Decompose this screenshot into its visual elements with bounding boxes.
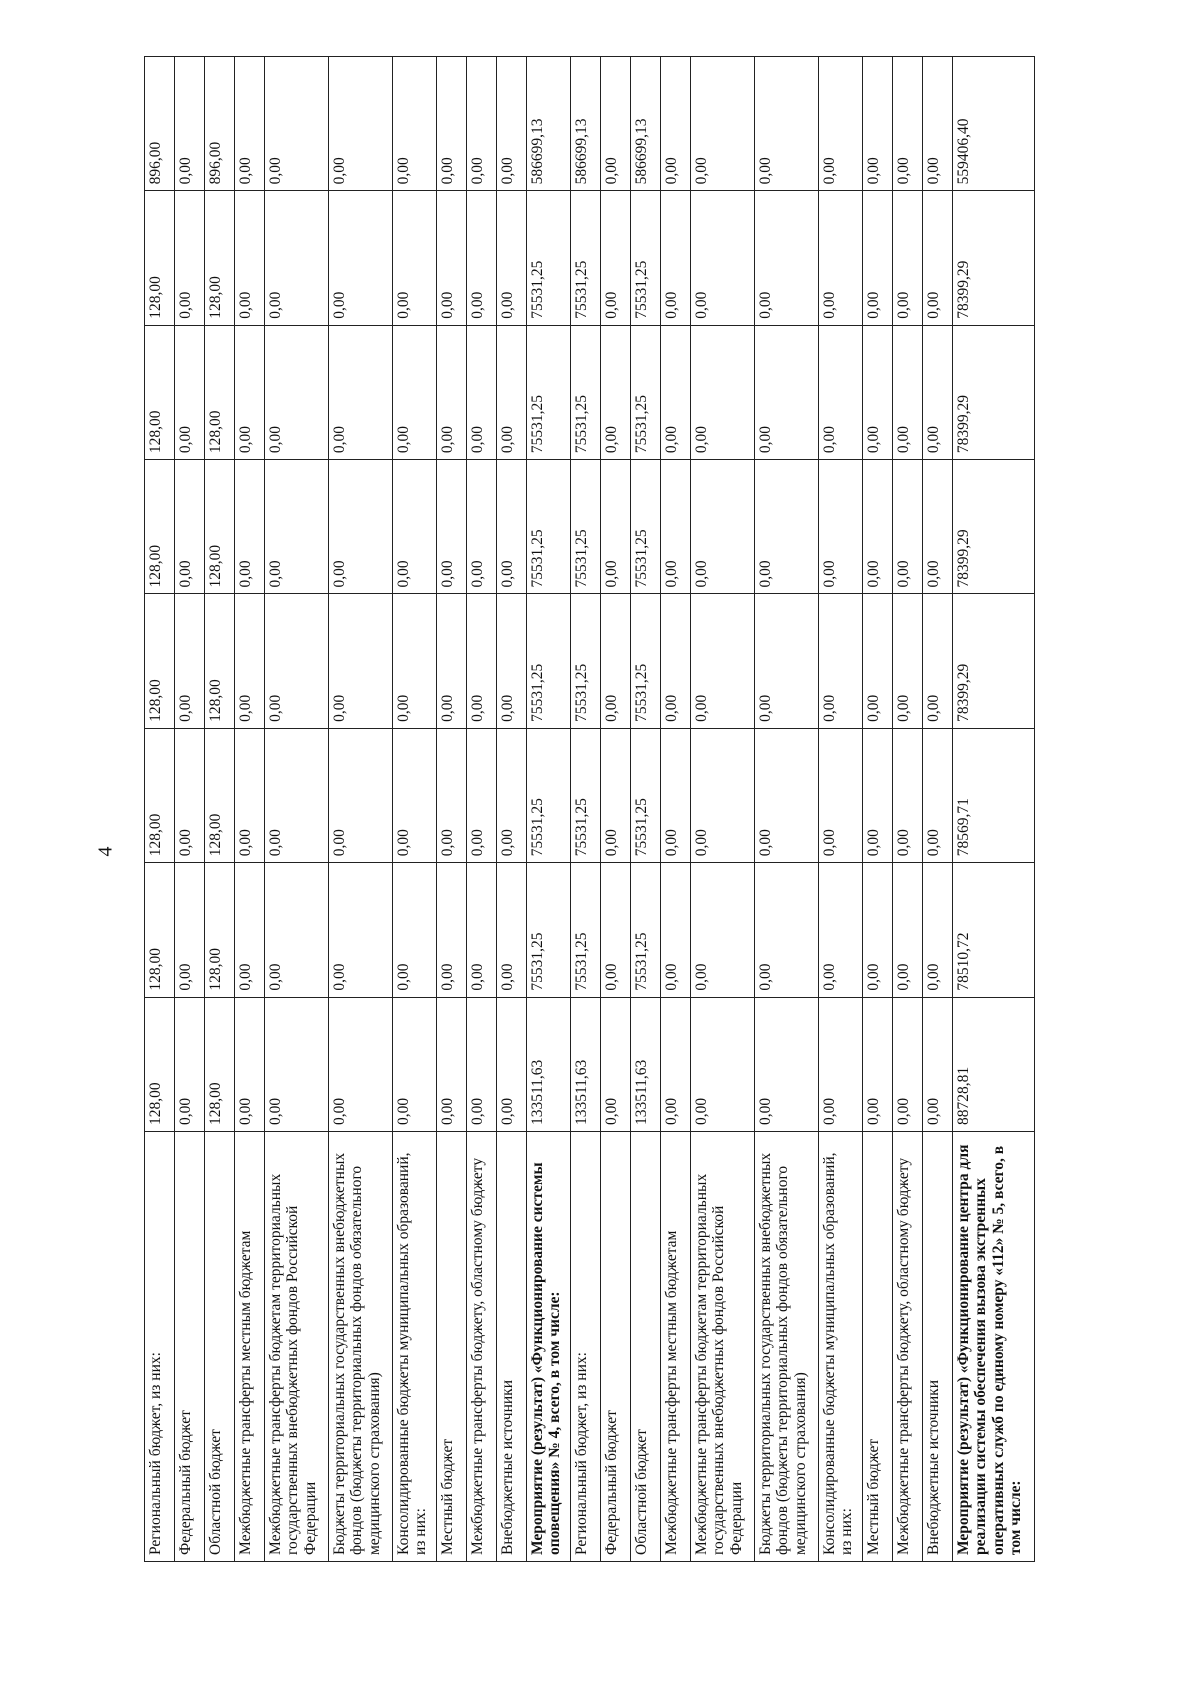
table-row	[863, 57, 893, 1562]
value-cell: 0,00	[601, 325, 631, 459]
value-cell: 0,00	[329, 594, 393, 728]
row-label: Межбюджетные трансферты местным бюджетам	[661, 1132, 691, 1562]
value-cell: 128,00	[205, 325, 235, 459]
value-cell: 0,00	[893, 460, 923, 594]
value-cell: 0,00	[755, 997, 819, 1131]
value-cell: 586699,13	[571, 57, 601, 191]
table-row	[691, 57, 755, 1562]
value-cell: 128,00	[205, 997, 235, 1131]
value-cell: 75531,25	[631, 863, 661, 997]
value-cell: 128,00	[145, 594, 175, 728]
value-cell: 0,00	[661, 997, 691, 1131]
value-cell: 0,00	[265, 460, 329, 594]
value-cell: 133511,63	[527, 997, 571, 1131]
value-cell: 78399,29	[953, 594, 1035, 728]
value-cell: 128,00	[145, 728, 175, 862]
value-cell: 0,00	[235, 728, 265, 862]
value-cell: 0,00	[329, 997, 393, 1131]
value-cell: 75531,25	[527, 728, 571, 862]
value-cell: 75531,25	[571, 460, 601, 594]
value-cell: 0,00	[819, 997, 863, 1131]
value-cell: 128,00	[205, 460, 235, 594]
value-cell: 128,00	[145, 863, 175, 997]
value-cell: 0,00	[393, 594, 437, 728]
row-label: Межбюджетные трансферты бюджету, областному бюджету	[893, 1132, 923, 1562]
value-cell: 0,00	[467, 191, 497, 325]
value-cell: 0,00	[329, 325, 393, 459]
value-cell: 75531,25	[527, 460, 571, 594]
value-cell: 75531,25	[631, 191, 661, 325]
value-cell: 78569,71	[953, 728, 1035, 862]
value-cell: 559406,40	[953, 57, 1035, 191]
value-cell: 0,00	[755, 57, 819, 191]
value-cell: 0,00	[863, 191, 893, 325]
value-cell: 586699,13	[631, 57, 661, 191]
value-cell: 0,00	[175, 728, 205, 862]
row-label: Внебюджетные источники	[497, 1132, 527, 1562]
value-cell: 0,00	[393, 191, 437, 325]
value-cell: 0,00	[437, 57, 467, 191]
value-cell: 0,00	[437, 460, 467, 594]
value-cell: 0,00	[467, 728, 497, 862]
value-cell: 0,00	[691, 728, 755, 862]
value-cell: 0,00	[863, 594, 893, 728]
value-cell: 128,00	[205, 594, 235, 728]
value-cell: 0,00	[923, 460, 953, 594]
table-row	[145, 57, 175, 1562]
row-label: Местный бюджет	[437, 1132, 467, 1562]
value-cell: 0,00	[497, 460, 527, 594]
value-cell: 0,00	[661, 863, 691, 997]
value-cell: 0,00	[497, 997, 527, 1131]
value-cell: 0,00	[467, 57, 497, 191]
value-cell: 0,00	[235, 191, 265, 325]
value-cell: 0,00	[175, 191, 205, 325]
value-cell: 0,00	[265, 191, 329, 325]
value-cell: 128,00	[145, 460, 175, 594]
value-cell: 0,00	[175, 325, 205, 459]
value-cell: 0,00	[923, 997, 953, 1131]
value-cell: 75531,25	[571, 728, 601, 862]
value-cell: 128,00	[145, 997, 175, 1131]
row-label: Межбюджетные трансферты бюджетам территориальных государственных внебюджетных фондов Российской Федерации	[265, 1132, 329, 1562]
value-cell: 0,00	[691, 191, 755, 325]
table-row	[265, 57, 329, 1562]
value-cell: 0,00	[437, 863, 467, 997]
value-cell: 0,00	[893, 57, 923, 191]
value-cell: 0,00	[235, 594, 265, 728]
value-cell: 0,00	[863, 325, 893, 459]
value-cell: 0,00	[329, 863, 393, 997]
table-row	[393, 57, 437, 1562]
value-cell: 0,00	[175, 997, 205, 1131]
value-cell: 75531,25	[631, 594, 661, 728]
value-cell: 75531,25	[571, 325, 601, 459]
value-cell: 0,00	[923, 728, 953, 862]
table-row	[205, 57, 235, 1562]
value-cell: 0,00	[175, 863, 205, 997]
table-row	[601, 57, 631, 1562]
row-label: Бюджеты территориальных государственных внебюджетных фондов (бюджеты территориальных фондов обязательного медицинского страхования)	[755, 1132, 819, 1562]
value-cell: 0,00	[819, 325, 863, 459]
value-cell: 0,00	[329, 191, 393, 325]
value-cell: 0,00	[235, 863, 265, 997]
value-cell: 0,00	[601, 863, 631, 997]
row-label: Внебюджетные источники	[923, 1132, 953, 1562]
table-row	[923, 57, 953, 1562]
table-row	[661, 57, 691, 1562]
value-cell: 0,00	[601, 728, 631, 862]
value-cell: 75531,25	[571, 863, 601, 997]
value-cell: 0,00	[497, 728, 527, 862]
value-cell: 0,00	[691, 863, 755, 997]
value-cell: 0,00	[467, 863, 497, 997]
value-cell: 0,00	[265, 594, 329, 728]
table-row	[527, 57, 571, 1562]
row-label: Федеральный бюджет	[601, 1132, 631, 1562]
budget-table	[144, 56, 1035, 1562]
row-label: Бюджеты территориальных государственных внебюджетных фондов (бюджеты территориальных фондов обязательного медицинского страхования)	[329, 1132, 393, 1562]
value-cell: 0,00	[755, 460, 819, 594]
value-cell: 75531,25	[527, 191, 571, 325]
table-row	[893, 57, 923, 1562]
row-label: Мероприятие (результат) «Функционирование системы оповещения» № 4, всего, в том числе:	[527, 1132, 571, 1562]
value-cell: 0,00	[235, 460, 265, 594]
value-cell: 0,00	[661, 460, 691, 594]
value-cell: 0,00	[601, 997, 631, 1131]
value-cell: 0,00	[819, 57, 863, 191]
value-cell: 0,00	[863, 728, 893, 862]
row-label: Федеральный бюджет	[175, 1132, 205, 1562]
value-cell: 0,00	[755, 728, 819, 862]
table-row	[953, 57, 1035, 1562]
value-cell: 133511,63	[631, 997, 661, 1131]
value-cell: 0,00	[601, 191, 631, 325]
value-cell: 0,00	[863, 997, 893, 1131]
value-cell: 0,00	[819, 594, 863, 728]
value-cell: 0,00	[265, 997, 329, 1131]
value-cell: 0,00	[265, 325, 329, 459]
table-row	[631, 57, 661, 1562]
value-cell: 0,00	[437, 325, 467, 459]
row-label: Региональный бюджет, из них:	[145, 1132, 175, 1562]
value-cell: 0,00	[755, 863, 819, 997]
value-cell: 0,00	[755, 325, 819, 459]
value-cell: 0,00	[691, 594, 755, 728]
value-cell: 0,00	[923, 57, 953, 191]
value-cell: 0,00	[437, 728, 467, 862]
value-cell: 78399,29	[953, 460, 1035, 594]
value-cell: 75531,25	[631, 325, 661, 459]
value-cell: 0,00	[393, 325, 437, 459]
value-cell: 0,00	[265, 863, 329, 997]
value-cell: 78399,29	[953, 325, 1035, 459]
row-label: Межбюджетные трансферты бюджетам территориальных государственных внебюджетных фондов Российской Федерации	[691, 1132, 755, 1562]
value-cell: 0,00	[393, 57, 437, 191]
value-cell: 75531,25	[527, 863, 571, 997]
value-cell: 0,00	[819, 728, 863, 862]
value-cell: 896,00	[205, 57, 235, 191]
value-cell: 128,00	[205, 191, 235, 325]
value-cell: 0,00	[175, 460, 205, 594]
value-cell: 0,00	[863, 57, 893, 191]
value-cell: 88728,81	[953, 997, 1035, 1131]
value-cell: 0,00	[175, 57, 205, 191]
value-cell: 0,00	[661, 594, 691, 728]
value-cell: 0,00	[601, 57, 631, 191]
value-cell: 0,00	[329, 57, 393, 191]
table-row	[467, 57, 497, 1562]
value-cell: 0,00	[691, 460, 755, 594]
table-row	[497, 57, 527, 1562]
table-row	[235, 57, 265, 1562]
value-cell: 586699,13	[527, 57, 571, 191]
table-row	[329, 57, 393, 1562]
value-cell: 0,00	[923, 863, 953, 997]
value-cell: 0,00	[393, 728, 437, 862]
table-row	[819, 57, 863, 1562]
value-cell: 0,00	[819, 460, 863, 594]
value-cell: 78510,72	[953, 863, 1035, 997]
value-cell: 128,00	[205, 863, 235, 997]
value-cell: 128,00	[205, 728, 235, 862]
value-cell: 0,00	[467, 325, 497, 459]
value-cell: 133511,63	[571, 997, 601, 1131]
value-cell: 0,00	[497, 57, 527, 191]
value-cell: 75531,25	[631, 460, 661, 594]
value-cell: 0,00	[893, 325, 923, 459]
value-cell: 0,00	[661, 728, 691, 862]
value-cell: 0,00	[235, 997, 265, 1131]
row-label: Местный бюджет	[863, 1132, 893, 1562]
value-cell: 0,00	[175, 594, 205, 728]
row-label: Консолидированные бюджеты муниципальных образований, из них:	[393, 1132, 437, 1562]
value-cell: 0,00	[893, 594, 923, 728]
table-row	[571, 57, 601, 1562]
row-label: Межбюджетные трансферты бюджету, областному бюджету	[467, 1132, 497, 1562]
table-row	[175, 57, 205, 1562]
value-cell: 0,00	[235, 325, 265, 459]
value-cell: 0,00	[691, 997, 755, 1131]
value-cell: 0,00	[893, 191, 923, 325]
value-cell: 0,00	[863, 460, 893, 594]
value-cell: 0,00	[893, 997, 923, 1131]
value-cell: 0,00	[661, 191, 691, 325]
value-cell: 0,00	[467, 594, 497, 728]
value-cell: 0,00	[601, 594, 631, 728]
value-cell: 0,00	[819, 191, 863, 325]
value-cell: 0,00	[393, 460, 437, 594]
row-label: Межбюджетные трансферты местным бюджетам	[235, 1132, 265, 1562]
value-cell: 75531,25	[527, 594, 571, 728]
value-cell: 0,00	[235, 57, 265, 191]
value-cell: 0,00	[863, 863, 893, 997]
value-cell: 0,00	[755, 191, 819, 325]
value-cell: 0,00	[265, 728, 329, 862]
value-cell: 128,00	[145, 325, 175, 459]
value-cell: 0,00	[329, 728, 393, 862]
budget-table-container	[144, 57, 1200, 1562]
value-cell: 128,00	[145, 191, 175, 325]
value-cell: 0,00	[497, 191, 527, 325]
value-cell: 0,00	[923, 594, 953, 728]
value-cell: 0,00	[393, 863, 437, 997]
row-label: Областной бюджет	[205, 1132, 235, 1562]
value-cell: 75531,25	[527, 325, 571, 459]
value-cell: 0,00	[437, 997, 467, 1131]
value-cell: 0,00	[893, 728, 923, 862]
value-cell: 0,00	[497, 863, 527, 997]
row-label: Мероприятие (результат) «Функционирование центра для реализации системы обеспечения вызова экстренных оперативных служб по единому номеру «112» № 5, всего, в том числе:	[953, 1132, 1035, 1562]
value-cell: 0,00	[437, 594, 467, 728]
value-cell: 0,00	[819, 863, 863, 997]
value-cell: 0,00	[497, 325, 527, 459]
value-cell: 0,00	[467, 997, 497, 1131]
row-label: Региональный бюджет, из них:	[571, 1132, 601, 1562]
value-cell: 0,00	[329, 460, 393, 594]
value-cell: 0,00	[755, 594, 819, 728]
value-cell: 0,00	[691, 325, 755, 459]
value-cell: 0,00	[467, 460, 497, 594]
value-cell: 0,00	[893, 863, 923, 997]
value-cell: 78399,29	[953, 191, 1035, 325]
value-cell: 0,00	[923, 191, 953, 325]
value-cell: 75531,25	[571, 594, 601, 728]
value-cell: 0,00	[601, 460, 631, 594]
row-label: Областной бюджет	[631, 1132, 661, 1562]
table-row	[437, 57, 467, 1562]
value-cell: 0,00	[265, 57, 329, 191]
value-cell: 0,00	[661, 57, 691, 191]
table-row	[755, 57, 819, 1562]
value-cell: 0,00	[691, 57, 755, 191]
page-number: 4	[94, 846, 117, 857]
value-cell: 75531,25	[571, 191, 601, 325]
value-cell: 0,00	[923, 325, 953, 459]
row-label: Консолидированные бюджеты муниципальных образований, из них:	[819, 1132, 863, 1562]
value-cell: 0,00	[497, 594, 527, 728]
value-cell: 0,00	[661, 325, 691, 459]
value-cell: 0,00	[437, 191, 467, 325]
value-cell: 0,00	[393, 997, 437, 1131]
value-cell: 896,00	[145, 57, 175, 191]
value-cell: 75531,25	[631, 728, 661, 862]
